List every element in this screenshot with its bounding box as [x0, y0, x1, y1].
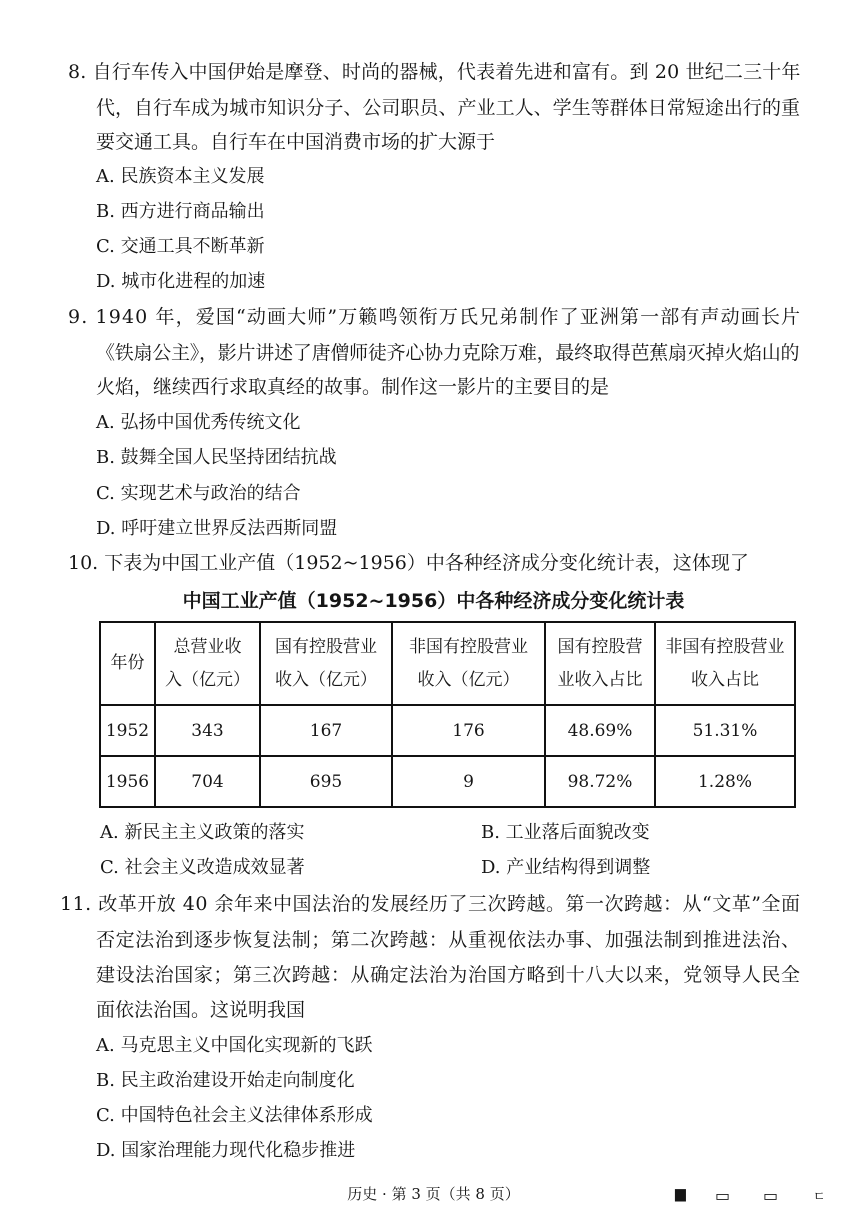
table-title: 中国工业产值（1952~1956）中各种经济成分变化统计表 — [182, 590, 685, 612]
bracket-mark-icon: ㄷ — [813, 1190, 826, 1205]
option-d: D. 城市化进程的加速 — [96, 271, 266, 292]
question-stem-line: 要交通工具。自行车在中国消费市场的扩大源于 — [96, 131, 496, 153]
option-c: C. 社会主义改造成效显著 — [100, 857, 305, 878]
question-stem-line: 代，自行车成为城市知识分子、公司职员、产业工人、学生等群体日常短途出行的重 — [96, 97, 801, 119]
page-footer: 历史 · 第 3 页（共 8 页） — [347, 1185, 520, 1203]
statistics-table — [99, 621, 796, 808]
table-cell: 1956 — [100, 756, 155, 807]
header-nonstate-share: 非国有控股营业 收入占比 — [655, 622, 795, 705]
option-d: D. 呼吁建立世界反法西斯同盟 — [96, 518, 338, 539]
option-a: A. 民族资本主义发展 — [96, 166, 265, 187]
table-cell: 1952 — [100, 705, 155, 756]
option-a: A. 新民主主义政策的落实 — [100, 822, 305, 843]
question-stem-line: 10. 下表为中国工业产值（1952~1956）中各种经济成分变化统计表，这体现了 — [68, 552, 749, 574]
table-cell: 704 — [155, 756, 260, 807]
table-cell: 48.69% — [545, 705, 655, 756]
question-stem-line: 《铁扇公主》，影片讲述了唐僧师徒齐心协力克除万难，最终取得芭蕉扇灭掉火焰山的 — [96, 342, 800, 364]
table-cell: 167 — [260, 705, 392, 756]
option-d: D. 产业结构得到调整 — [481, 857, 651, 878]
option-b: B. 工业落后面貌改变 — [481, 822, 650, 843]
table-row — [100, 705, 795, 756]
option-b: B. 民主政治建设开始走向制度化 — [96, 1070, 355, 1091]
header-total-revenue: 总营业收 入（亿元） — [155, 622, 260, 705]
scan-corner-marks — [675, 1186, 865, 1205]
option-c: C. 交通工具不断革新 — [96, 236, 265, 257]
option-a: A. 马克思主义中国化实现新的飞跃 — [96, 1035, 373, 1056]
header-state-revenue: 国有控股营业 收入（亿元） — [260, 622, 392, 705]
table-row — [100, 756, 795, 807]
question-stem-line: 火焰，继续西行求取真经的故事。制作这一影片的主要目的是 — [96, 376, 610, 398]
table-cell: 176 — [392, 705, 545, 756]
header-year: 年份 — [100, 622, 155, 705]
option-d: D. 国家治理能力现代化稳步推进 — [96, 1140, 356, 1161]
option-b: B. 鼓舞全国人民坚持团结抗战 — [96, 447, 337, 468]
question-stem-line: 11. 改革开放 40 余年来中国法治的发展经历了三次跨越。第一次跨越：从“文革”全面 — [60, 893, 801, 915]
option-a: A. 弘扬中国优秀传统文化 — [96, 412, 301, 433]
question-stem-line: 建设法治国家；第三次跨越：从确定法治为治国方略到十八大以来，党领导人民全 — [96, 964, 801, 986]
table-cell: 9 — [392, 756, 545, 807]
option-c: C. 实现艺术与政治的结合 — [96, 483, 301, 504]
table-cell: 51.31% — [655, 705, 795, 756]
question-stem-line: 否定法治到逐步恢复法制；第二次跨越：从重视依法办事、加强法制到推进法治、 — [96, 929, 801, 951]
option-c: C. 中国特色社会主义法律体系形成 — [96, 1105, 373, 1126]
outline-rectangle-icon: ▭ — [715, 1186, 731, 1205]
header-nonstate-revenue: 非国有控股营业 收入（亿元） — [392, 622, 545, 705]
outline-rectangle-icon: ▭ — [763, 1186, 779, 1205]
table-cell: 1.28% — [655, 756, 795, 807]
table-header-row — [100, 622, 795, 705]
option-b: B. 西方进行商品输出 — [96, 201, 265, 222]
header-state-share: 国有控股营 业收入占比 — [545, 622, 655, 705]
table-cell: 98.72% — [545, 756, 655, 807]
table-cell: 343 — [155, 705, 260, 756]
filled-square-icon: ▆ — [675, 1186, 686, 1202]
question-stem-line: 9. 1940 年，爱国“动画大师”万籁鸣领衔万氏兄弟制作了亚洲第一部有声动画长片 — [68, 306, 802, 328]
question-stem-line: 8. 自行车传入中国伊始是摩登、时尚的器械，代表着先进和富有。到 20 世纪二三十年 — [68, 61, 801, 83]
question-stem-line: 面依法治国。这说明我国 — [96, 999, 306, 1021]
table-cell: 695 — [260, 756, 392, 807]
